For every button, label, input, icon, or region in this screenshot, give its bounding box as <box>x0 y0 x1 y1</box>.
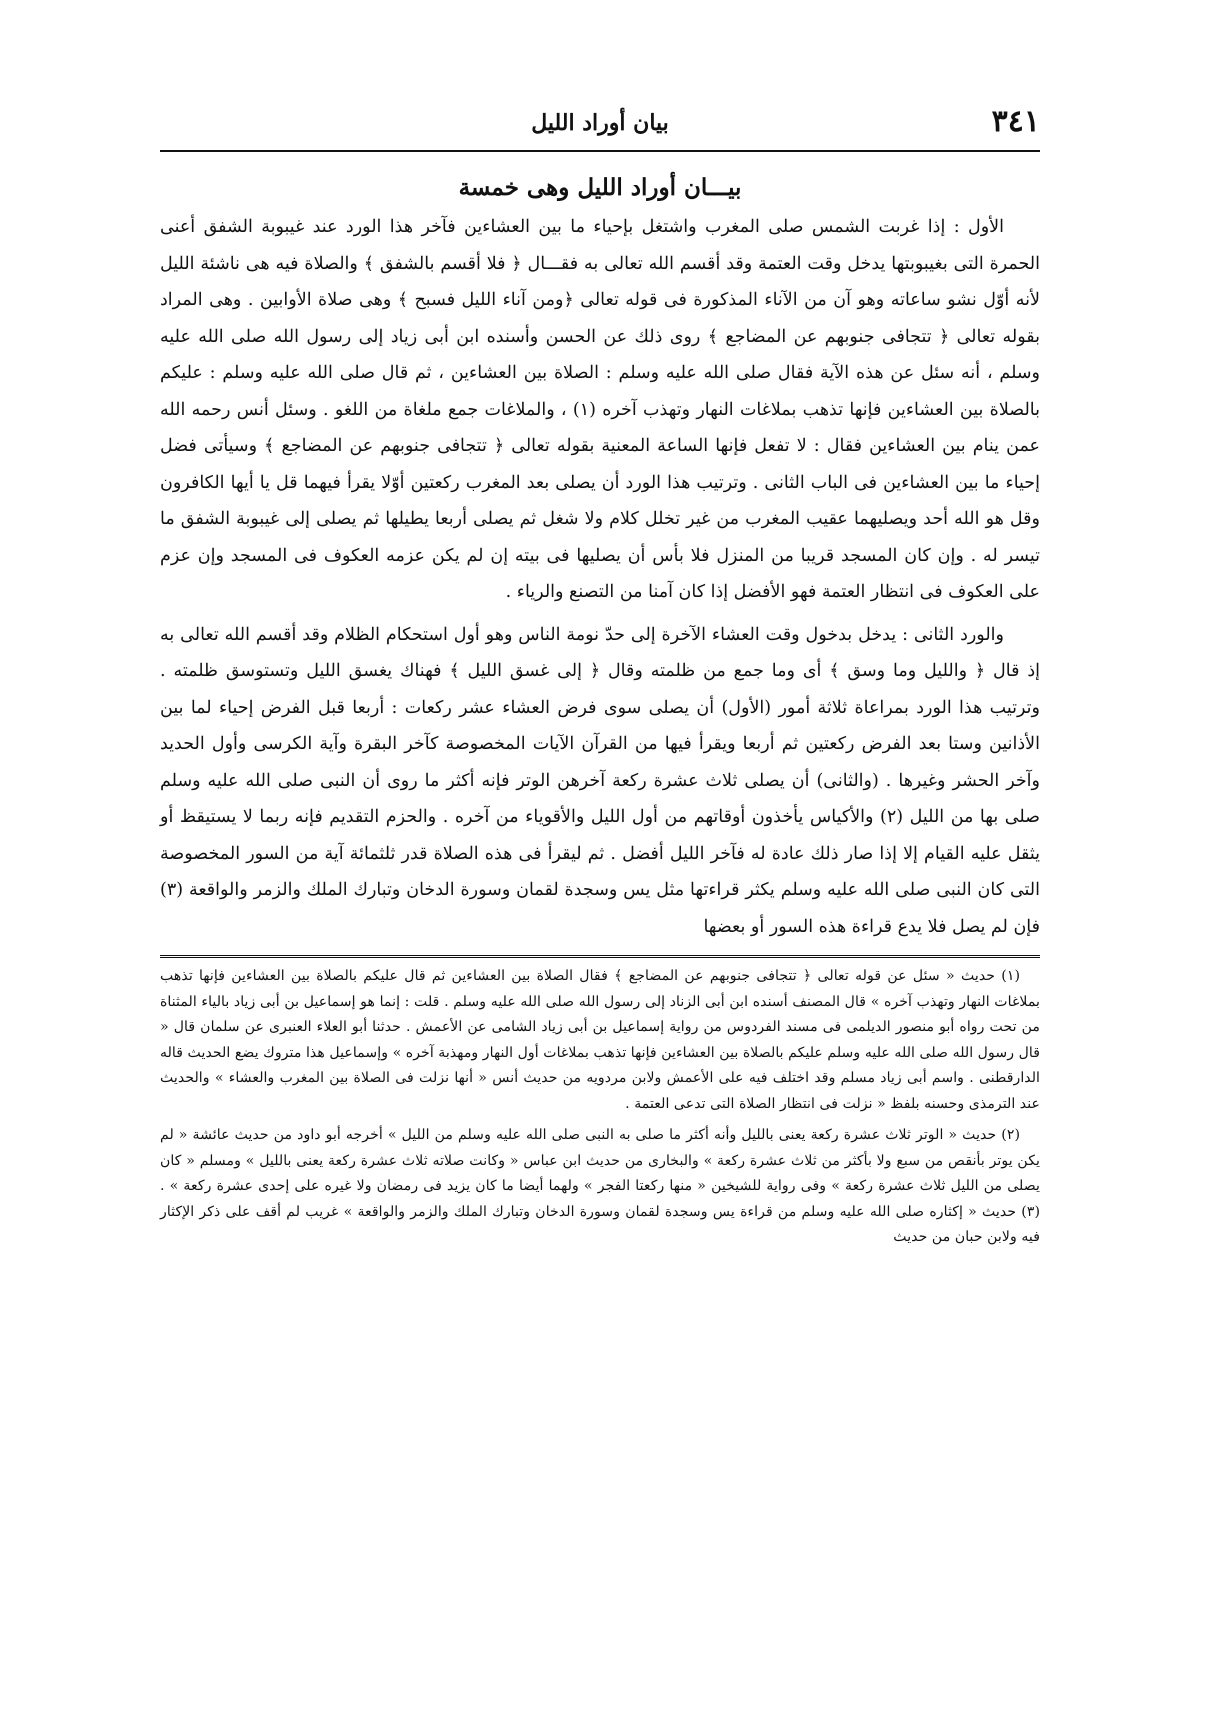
running-title: بيان أوراد الليل <box>531 110 669 136</box>
page-number: ٣٤١ <box>991 104 1040 139</box>
paragraph-second-wird: والورد الثانى : يدخل بدخول وقت العشاء الآخرة إلى حدّ نومة الناس وهو أول استحكام الظلام وقد أقسم الله تعالى به إذ قال ﴿ والليل وما وسق ﴾ أى وما جمع من ظلمته وقال ﴿ إلى غسق الليل ﴾ فهناك يغسق الليل وتستوسق ظلمته . وترتيب هذا الورد بمراعاة ثلاثة أمور (الأول) أن يصلى سوى فرض العشاء عشر ركعات : أربعا قبل الفرض إحياء لما بين الأذانين وستا بعد الفرض ركعتين ثم أربعا ويقرأ فيها من القرآن الآيات المخصوصة كآخر البقرة وآية الكرسى وأول الحديد وآخر الحشر وغيرها . (والثانى) أن يصلى ثلاث عشرة ركعة آخرهن الوتر فإنه أكثر ما روى أن النبى صلى الله عليه وسلم صلى بها من الليل (٢) والأكياس يأخذون أوقاتهم من أول الليل والأقوياء من آخره . والحزم التقديم فإنه ربما لا يستيقظ أو يثقل عليه القيام إلا إذا صار ذلك عادة له فآخر الليل أفضل . ثم ليقرأ فى هذه الصلاة قدر ثلثمائة آية من السور المخصوصة التى كان النبى صلى الله عليه وسلم يكثر قراءتها مثل يس وسجدة لقمان وسورة الدخان وتبارك الملك والزمر والواقعة (٣) فإن لم يصل فلا يدع قراءة هذه السور أو بعضها <box>160 624 1041 937</box>
section-title: بيـــان أوراد الليل وهى خمسة <box>458 174 742 201</box>
book-page <box>160 100 1040 1660</box>
page-header <box>160 100 1040 152</box>
footnote-1: (١) حديث « سئل عن قوله تعالى ﴿ تتجافى جنوبهم عن المضاجع ﴾ فقال الصلاة بين العشاءين ثم قال عليكم بالصلاة بين العشاءين فإنها تذهب بملاغات النهار وتهذب آخره » قال المصنف أسنده ابن أبى الزناد إلى رسول الله صلى الله عليه وسلم . قلت : إنما هو إسماعيل بن أبى زياد بالياء المثناة من تحت رواه أبو منصور الديلمى فى مسند الفردوس من رواية إسماعيل بن أبى زياد الشامى عن الأعمش . حدثنا أبو العلاء العنبرى عن سلمان قال « قال رسول الله صلى الله عليه وسلم عليكم بالصلاة بين العشاءين فإنها تذهب بملاغات أول النهار ومهذبة آخره » وإسماعيل هذا متروك يضع الحديث قاله الدارقطنى . واسم أبى زياد مسلم وقد اختلف فيه على الأعمش ولابن مردويه من حديث أنس « أنها نزلت فى الصلاة بين المغرب والعشاء » والحديث عند الترمذى وحسنه بلفظ « نزلت فى انتظار الصلاة التى تدعى العتمة . <box>160 968 1041 1112</box>
main-text <box>160 209 1040 945</box>
paragraph-first-wird: الأول : إذا غربت الشمس صلى المغرب واشتغل بإحياء ما بين العشاءين فآخر هذا الورد عند غيبوبة الشفق أعنى الحمرة التى بغيبوبتها يدخل وقت العتمة وقد أقسم الله تعالى به فقـــال ﴿ فلا أقسم بالشفق ﴾ والصلاة فيه هى ناشئة الليل لأنه أوّل نشو ساعاته وهو آن من الآناء المذكورة فى قوله تعالى ﴿ومن آناء الليل فسبح ﴾ وهى صلاة الأوابين . وهى المراد بقوله تعالى ﴿ تتجافى جنوبهم عن المضاجع ﴾ روى ذلك عن الحسن وأسنده ابن أبى زياد إلى رسول الله صلى الله عليه وسلم ، أنه سئل عن هذه الآية فقال صلى الله عليه وسلم : الصلاة بين العشاءين ، ثم قال صلى الله عليه وسلم : عليكم بالصلاة بين العشاءين فإنها تذهب بملاغات النهار وتهذب آخره (١) ، والملاغات جمع ملغاة من اللغو . وسئل أنس رحمه الله عمن ينام بين العشاءين فقال : لا تفعل فإنها الساعة المعنية بقوله تعالى ﴿ تتجافى جنوبهم عن المضاجع ﴾ وسيأتى فضل إحياء ما بين العشاءين فى الباب الثانى . وترتيب هذا الورد أن يصلى بعد المغرب ركعتين أوّلا يقرأ فيهما قل يا أيها الكافرون وقل هو الله أحد ويصليهما عقيب المغرب من غير تخلل كلام ولا شغل ثم يصلى أربعا يطيلها ثم يصلى إلى غيبوبة الشفق ما تيسر له . وإن كان المسجد قريبا من المنزل فلا بأس أن يصليها فى بيته إن لم يكن عزمه العكوف فى المسجد وإن عزم على العكوف فى انتظار العتمة فهو الأفضل إذا كان آمنا من التصنع والرياء . <box>160 217 1041 602</box>
footnote-2-3: (٢) حديث « الوتر ثلاث عشرة ركعة يعنى بالليل وأنه أكثر ما صلى به النبى صلى الله عليه وسلم من الليل » أخرجه أبو داود من حديث عائشة « لم يكن يوتر بأنقص من سبع ولا بأكثر من ثلاث عشرة ركعة » والبخارى من حديث ابن عباس « وكانت صلاته ثلاث عشرة ركعة يعنى بالليل » ومسلم « كان يصلى من الليل ثلاث عشرة ركعة » وفى رواية للشيخين « منها ركعتا الفجر » ولهما أيضا ما كان يزيد فى رمضان ولا غيره على إحدى عشرة ركعة » . (٣) حديث « إكثاره صلى الله عليه وسلم من قراءة يس وسجدة لقمان وسورة الدخان وتبارك الملك والزمر والواقعة » غريب لم أقف على ذكر الإكثار فيه ولابن حبان من حديث <box>160 1127 1040 1245</box>
footnote-divider <box>160 955 1040 958</box>
footnotes <box>160 964 1040 1251</box>
